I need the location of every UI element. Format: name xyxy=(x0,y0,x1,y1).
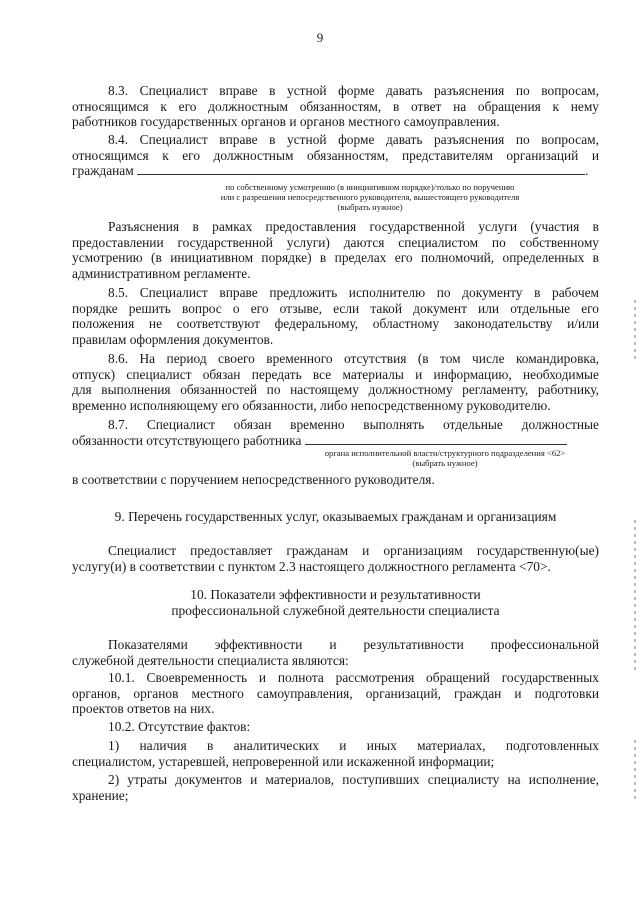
text-line: проектов ответов на них. xyxy=(72,701,215,717)
blank-underline xyxy=(137,163,585,175)
text-line: служебной деятельности специалиста являются: xyxy=(72,652,349,668)
text-line: работников государственных органов и органов местного самоуправления. xyxy=(72,114,500,130)
text-line: Разъяснения в рамках предоставления государственной услуги (участия в xyxy=(108,219,599,234)
hint-line: по собственному усмотрению (в инициативном порядке)/только по поручению xyxy=(225,182,515,192)
text-line: 8.7. Специалист обязан временно выполнять отдельные должностные xyxy=(108,417,599,432)
text-line: 10.2. Отсутствие фактов: xyxy=(108,719,251,734)
paragraph-explanation xyxy=(72,219,599,281)
text-line: в соответствии с поручением непосредственного руководителя. xyxy=(72,472,435,487)
text-line: 8.4. Специалист вправе в устной форме давать разъяснения по вопросам, xyxy=(108,132,599,147)
text-line: временно исполняющему его обязанности, либо непосредственному руководителю. xyxy=(72,397,551,413)
text-line: услугу(и) в соответствии с пунктом 2.3 настоящего должностного регламента <70>. xyxy=(72,558,551,574)
text-line: относящимся к его должностным обязанностям, в ответ на обращения к нему xyxy=(72,98,599,114)
hint-line: (выбрать нужное) xyxy=(412,458,478,468)
scan-edge-mark xyxy=(634,520,636,670)
section-9-heading xyxy=(72,509,599,525)
paragraph-10-1 xyxy=(72,670,599,717)
text-line xyxy=(72,163,599,179)
paragraph-10-2-2 xyxy=(72,772,599,803)
heading-line: 9. Перечень государственных услуг, оказываемых гражданам и организациям xyxy=(114,509,557,524)
blank-underline xyxy=(305,433,567,445)
text-line: усмотрению (в инициативном порядке) в пределах его полномочий, определенных в xyxy=(72,250,599,266)
text-line: относящимся к его должностным обязанностям, представителям организаций и xyxy=(72,147,599,163)
paragraph-8-3 xyxy=(72,83,599,130)
text-line: административном регламенте. xyxy=(72,265,251,281)
paragraph-10-2-1 xyxy=(72,738,599,769)
scan-edge-mark xyxy=(634,300,636,360)
paragraph-8-7-end xyxy=(72,472,599,488)
text-line: обязанности отсутствующего работника xyxy=(72,432,302,448)
footnote-hint xyxy=(160,182,580,212)
text-line: гражданам xyxy=(72,163,134,179)
text-line: порядке решить вопрос о его отзыве, если такой документ или отдельные его xyxy=(72,300,599,316)
text-line xyxy=(72,433,599,449)
page-number: 9 xyxy=(316,30,324,45)
text-line: 8.3. Специалист вправе в устной форме давать разъяснения по вопросам, xyxy=(108,83,599,98)
text-line: органов, органов местного самоуправления, организаций, граждан и подготовки xyxy=(72,685,599,701)
text-line: . xyxy=(585,163,589,179)
heading-line: 10. Показатели эффективности и результативности xyxy=(190,587,481,602)
paragraph-8-5 xyxy=(72,285,599,347)
text-line: Показателями эффективности и результативности профессиональной xyxy=(108,637,599,652)
section-9-paragraph xyxy=(72,543,599,574)
hint-line: органа исполнительной власти/структурного подразделения <62> xyxy=(324,448,566,458)
hint-line: (выбрать нужное) xyxy=(337,202,403,212)
paragraph-8-4 xyxy=(72,132,599,179)
scan-edge-mark xyxy=(634,740,636,800)
text-line: хранение; xyxy=(72,787,129,803)
text-line: предоставлении государственной услуги) даются специалистом по собственному xyxy=(72,234,599,250)
text-line: для выполнения обязанностей по настоящему должностному регламенту, работнику, xyxy=(72,382,599,398)
paragraph-10-2 xyxy=(72,719,599,735)
text-line: 2) утраты документов и материалов, поступивших специалисту на исполнение, xyxy=(108,772,599,787)
text-line: 8.6. На период своего временного отсутствия (в том числе командировка, xyxy=(108,351,599,366)
paragraph-8-7 xyxy=(72,417,599,448)
text-line: положения не соответствуют федеральному, областному законодательству и/или xyxy=(72,316,599,332)
section-10-intro xyxy=(72,637,599,668)
footnote-hint xyxy=(300,448,590,468)
text-line: 10.1. Своевременность и полнота рассмотрения обращений государственных xyxy=(108,670,599,685)
hint-line: или с разрешения непосредственного руководителя, вышестоящего руководителя xyxy=(220,192,520,202)
section-10-heading xyxy=(72,587,599,618)
text-line: Специалист предоставляет гражданам и организациям государственную(ые) xyxy=(108,543,599,558)
paragraph-8-6 xyxy=(72,351,599,413)
heading-line: профессиональной служебной деятельности специалиста xyxy=(171,602,500,618)
text-line: 1) наличия в аналитических и иных материалах, подготовленных xyxy=(108,738,599,753)
text-line: правилам оформления документов. xyxy=(72,331,274,347)
text-line: специалистом, устаревшей, непроверенной или искаженной информации; xyxy=(72,753,495,769)
text-line: отпуск) специалист обязан передать все материалы и информацию, необходимые xyxy=(72,366,599,382)
text-line: 8.5. Специалист вправе предложить исполнителю по документу в рабочем xyxy=(108,285,599,300)
